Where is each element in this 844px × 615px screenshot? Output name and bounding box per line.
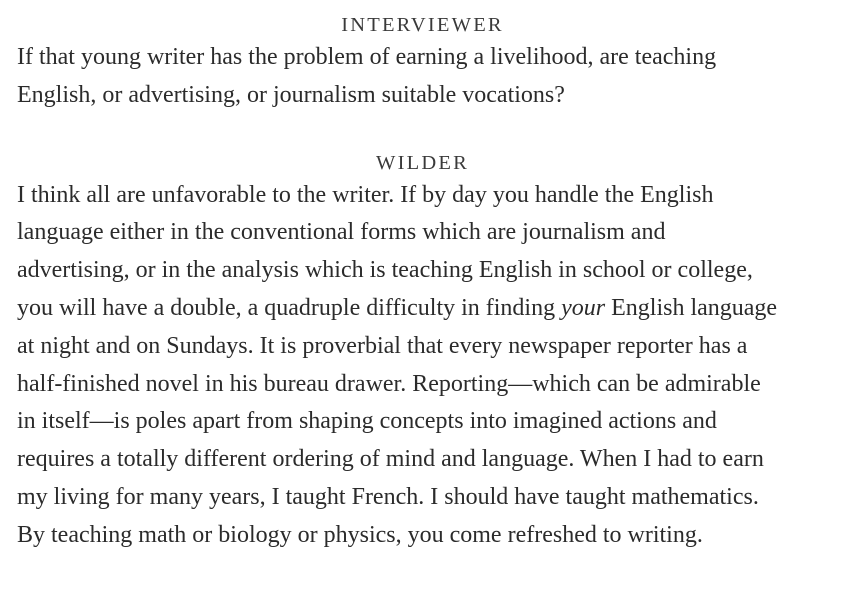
text-line: half-finished novel in his bureau drawer. Reporting—which can be admirable — [17, 370, 761, 397]
emphasized-word: your — [561, 294, 606, 321]
text-line: If that young writer has the problem of earning a livelihood, are teaching — [17, 44, 717, 70]
text-line: at night and on Sundays. It is proverbial that every newspaper reporter has a — [17, 332, 748, 359]
text-line: I think all are unfavorable to the writer. If by day you handle the English — [17, 181, 714, 208]
text-line: requires a totally different ordering of mind and language. When I had to earn — [17, 446, 764, 473]
text-line-with-emphasis — [17, 290, 828, 328]
wilder-answer — [17, 177, 828, 555]
text-line: my living for many years, I taught French. I should have taught mathematics. — [17, 483, 759, 510]
text-line: English, or advertising, or journalism suitable vocations? — [17, 81, 565, 108]
interviewer-question — [17, 39, 828, 115]
speaker-label-wilder: WILDER — [376, 151, 469, 174]
text-line: in itself—is poles apart from shaping concepts into imagined actions and — [17, 408, 717, 435]
text-segment: English language — [605, 294, 778, 321]
text-line: language either in the conventional forms which are journalism and — [17, 219, 666, 246]
text-line: advertising, or in the analysis which is teaching English in school or college, — [17, 257, 753, 284]
speaker-label-interviewer: INTERVIEWER — [341, 14, 504, 36]
text-segment: you will have a double, a quadruple difficulty in finding — [17, 294, 562, 321]
text-line: By teaching math or biology or physics, you come refreshed to writing. — [17, 521, 703, 548]
